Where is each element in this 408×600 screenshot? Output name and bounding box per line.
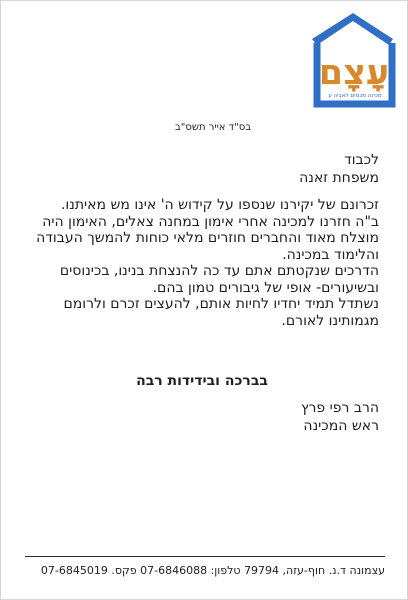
letter-body [25, 197, 379, 329]
logo-graphic [309, 11, 397, 111]
signer-name: הרב רפי פרץ [300, 400, 379, 416]
letter-paragraph: הדרכים שנקטתם אתם עד כה להנצחת בנינו, בכינוסים ובשיעורים- אופי של גיבורים טמון בהם. [59, 263, 379, 296]
closing-phrase: בברכה ובידידות רבה [136, 373, 268, 389]
footer-divider [25, 556, 385, 557]
letter-date: בס"ד אייר תשס"ב [174, 122, 251, 133]
salutation: לכבוד [344, 152, 379, 168]
signer-title: ראש המכינה [303, 418, 379, 434]
letter-paragraph: נשתדל תמיד יחדיו לחיות אותם, להעצים זכרם ולרומם מגמותינו לאורם. [63, 296, 379, 329]
organization-logo [309, 11, 397, 111]
footer-address: עצמונה ד.נ. חוף-עזה, 79794 [244, 564, 385, 577]
footer-phone: טלפון: 07-6846088 [140, 564, 241, 577]
recipient-block [299, 151, 379, 187]
logo-mark: עָצָם [318, 53, 390, 93]
logo-caption: מכינה מכמים לאביה ע [328, 93, 382, 99]
letter-paragraph: זכרונם של יקירנו שנספו על קידוש ה' אינו מש מאיתנו. [60, 197, 379, 213]
signature-block [25, 399, 379, 435]
footer-fax: פקס. 07-6845019 [40, 564, 137, 577]
recipient-name: משפחת זאנה [299, 170, 379, 186]
footer-contact [25, 564, 385, 577]
letterhead [1, 1, 408, 121]
letter-paragraph: ב"ה חזרנו למכינה אחרי אימון במחנה צאלים, האימון היה מוצלח מאוד והחברים חוזרים מלאי כוחות להמשך העבודה והלימוד במכינה. [36, 213, 379, 263]
